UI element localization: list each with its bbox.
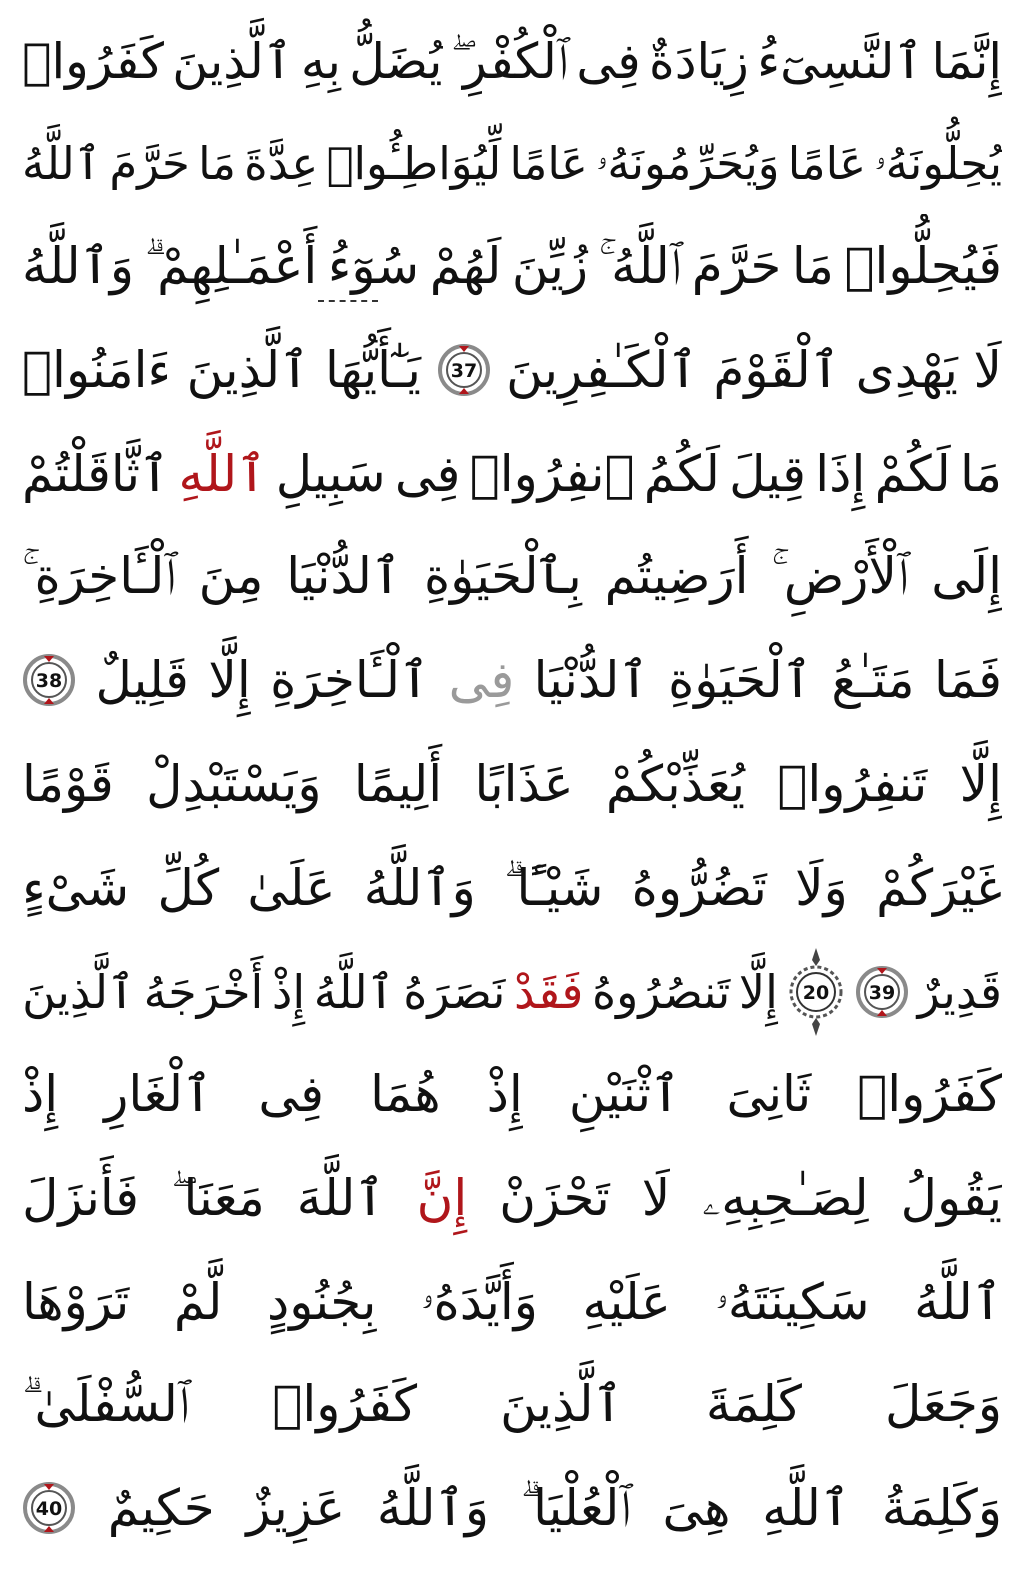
hizb-ornament-icon: [786, 946, 846, 1038]
quran-word: ٱلْـَٔاخِرَةِ: [270, 651, 430, 709]
quran-word: سَكِينَتَهُۥ: [715, 1273, 870, 1331]
quran-word: شَىْءٍ: [22, 859, 130, 917]
quran-word: لَكُمُ: [643, 445, 720, 503]
ayah-number-marker: [22, 653, 76, 707]
quran-word: مَا: [791, 237, 834, 295]
quran-word: مَا: [198, 137, 236, 190]
quran-word: ءَامَنُوا۟: [22, 341, 172, 399]
ayah-ornament-icon: [855, 965, 909, 1019]
ayah-number-marker: [855, 965, 909, 1019]
quran-word: وَلَا: [795, 859, 848, 917]
verse-line-9: [22, 836, 1002, 940]
quran-word: وَيَسْتَبْدِلْ: [146, 755, 322, 813]
quran-word: زِيَادَةٌ: [649, 33, 749, 90]
quran-word: كَفَرُوا۟: [857, 1065, 1002, 1123]
quran-word: كَفَرُوا۟: [272, 1375, 418, 1433]
verse-line-12: [22, 1146, 1002, 1250]
quran-word: بِهِ: [300, 33, 341, 90]
quran-word: ٱللَّهُ ۚ: [598, 237, 682, 295]
quran-word: ٱلْغَارِ: [104, 1065, 213, 1123]
quran-word: فَقَدْ: [514, 965, 584, 1019]
quran-word: بِٱلْحَيَوٰةِ: [423, 547, 582, 605]
quran-word: بِجُنُودٍ: [267, 1273, 377, 1331]
quran-word: فِى: [258, 1065, 324, 1123]
quran-word: فِى: [394, 445, 461, 503]
quran-word: إِذْ: [22, 1065, 59, 1123]
quran-word: ٱلَّذِينَ: [172, 33, 293, 90]
quran-word: مَتَـٰعُ: [831, 651, 915, 709]
quran-word: إِلَّا: [738, 965, 778, 1019]
quran-word: لَهُمْ: [429, 237, 502, 295]
ayah-number: 37: [450, 360, 477, 382]
quran-word: إِذْ: [271, 965, 306, 1019]
quran-word: ٱللَّهُ: [22, 137, 102, 190]
quran-word: إِلَّا: [208, 651, 251, 709]
quran-word: كَلِمَةَ: [705, 1375, 802, 1433]
quran-word: فَيُحِلُّوا۟: [844, 237, 1002, 295]
quran-word: لَكُمْ: [874, 445, 951, 503]
quran-word: حَرَّمَ: [691, 237, 782, 295]
quran-word: تَرَوْهَا: [22, 1273, 130, 1331]
quran-word: ٱلَّذِينَ: [500, 1375, 623, 1433]
quran-word: عَذَابًا: [474, 755, 574, 813]
quran-word: إِلَّا: [959, 755, 1002, 813]
quran-word: ٱلسُّفْلَىٰ ۗ: [22, 1375, 190, 1433]
quran-word: مَعَنَا ۖ: [171, 1169, 265, 1227]
quran-word: غَيْرَكُمْ: [876, 859, 1002, 917]
quran-word: سُوٓءُ: [327, 237, 420, 295]
quran-word: هُمَا: [370, 1065, 441, 1123]
ayah-number-marker: [437, 343, 491, 397]
quran-word: أَلِيمًا: [353, 755, 443, 813]
quran-word: مَا: [959, 445, 1002, 503]
quran-word: وَكَلِمَةُ: [881, 1479, 1002, 1537]
quran-word: ٱلدُّنْيَا: [286, 547, 402, 605]
quran-word: نَصَرَهُ: [403, 965, 506, 1019]
quran-word: لِّيُوَاطِـُٔوا۟: [326, 137, 502, 190]
quran-word: عَامًا: [787, 137, 867, 190]
quran-word: عَزِيزٌ: [246, 1479, 346, 1537]
quran-word: وَٱللَّهُ: [376, 1479, 489, 1537]
verse-line-5: [22, 422, 1002, 526]
quran-word: هِىَ: [662, 1479, 731, 1537]
quran-word: ٱللَّهَ: [296, 1169, 385, 1227]
quran-word: يَقُولُ: [900, 1169, 1002, 1227]
quran-word: أَخْرَجَهُ: [143, 965, 264, 1019]
quran-word: قَوْمًا: [22, 755, 114, 813]
quran-word: ٱللَّهُ: [313, 965, 395, 1019]
ayah-number: 40: [35, 1498, 63, 1520]
quran-word: تَضُرُّوهُ: [631, 859, 767, 917]
ayah-ornament-icon: [22, 1481, 76, 1535]
quran-word: ٱلْعُلْيَا ۗ: [520, 1479, 631, 1537]
quran-word: قَدِيرٌ: [917, 965, 1002, 1019]
quran-word: أَعْمَـٰلِهِمْ ۗ: [144, 237, 318, 295]
ayah-number-marker: [22, 1481, 76, 1535]
quran-word: لَّمْ: [173, 1273, 223, 1331]
verse-line-8: [22, 732, 1002, 836]
quran-word: حَكِيمٌ: [107, 1479, 215, 1537]
quran-word: ٱنفِرُوا۟: [469, 445, 635, 503]
quran-word: ٱلْـَٔاخِرَةِ ۚ: [22, 547, 176, 605]
quran-word: كَفَرُوا۟: [22, 33, 164, 90]
quran-word: شَيْـًٔا ۗ: [504, 859, 604, 917]
quran-word: عِدَّةَ: [244, 137, 319, 190]
quran-word: قَلِيلٌ: [95, 651, 189, 709]
ayah-ornament-icon: [22, 653, 76, 707]
verse-line-7: [22, 628, 1002, 732]
quran-word: وَٱللَّهُ: [363, 859, 476, 917]
quran-word: يَهْدِى: [855, 341, 958, 399]
hizb-number: 20: [803, 982, 830, 1004]
hizb-marker: [786, 946, 846, 1038]
quran-word: ٱلْقَوْمَ: [713, 341, 840, 399]
quran-word: يُحِلُّونَهُۥ: [874, 137, 1002, 190]
quran-word: ٱلْكُفْرِ ۖ: [450, 33, 569, 90]
quran-word: فِى: [448, 651, 515, 709]
quran-word: ٱلدُّنْيَا: [533, 651, 649, 709]
verse-line-4: [22, 318, 1002, 422]
quran-word: وَٱللَّهُ: [22, 237, 135, 295]
ayah-number: 39: [868, 982, 896, 1004]
quran-word: ٱلنَّسِىٓءُ: [757, 33, 924, 90]
quran-word: يُعَذِّبْكُمْ: [605, 755, 746, 813]
quran-word: يُضَلُّ: [349, 33, 443, 90]
quran-word: مِنَ: [198, 547, 264, 605]
quran-word: فَمَا: [933, 651, 1002, 709]
verse-line-15: [22, 1456, 1002, 1560]
quran-word: أَرَضِيتُم: [604, 547, 749, 605]
verse-line-6: [22, 524, 1002, 628]
verse-line-3: [22, 214, 1002, 318]
quran-word: حَرَّمَ: [109, 137, 190, 190]
quran-word: تَحْزَنْ: [499, 1169, 610, 1227]
verse-line-11: [22, 1042, 1002, 1146]
quran-word: عَامًا: [509, 137, 588, 190]
quran-word: عَلَىٰ: [247, 859, 336, 917]
quran-word: لَا: [641, 1169, 671, 1227]
quran-word: إِنَّ: [416, 1169, 468, 1227]
quran-word: ٱلْأَرْضِ ۚ: [771, 547, 909, 605]
quran-word: تَنصُرُوهُ: [592, 965, 731, 1019]
quran-word: وَجَعَلَ: [884, 1375, 1002, 1433]
verse-line-14: [22, 1352, 1002, 1456]
quran-word: وَأَيَّدَهُۥ: [421, 1273, 538, 1331]
quran-word: لِصَـٰحِبِهِۦ: [702, 1169, 869, 1227]
quran-word: كُلِّ: [157, 859, 220, 917]
quran-word: زُيِّنَ: [511, 237, 589, 295]
quran-word: إِذَا: [815, 445, 866, 503]
verse-line-2: [22, 112, 1002, 216]
quran-word: ٱلَّذِينَ: [186, 341, 310, 399]
quran-word: ٱللَّهِ: [178, 445, 267, 503]
verse-line-13: [22, 1250, 1002, 1354]
verse-line-10: [22, 940, 1002, 1044]
sakt-dash-mark: [318, 300, 378, 302]
quran-word: إِنَّمَا: [931, 33, 1002, 90]
quran-word: فِى: [576, 33, 641, 90]
quran-word: ٱثْنَيْنِ: [568, 1065, 681, 1123]
verse-line-1: [22, 10, 1002, 114]
quran-word: ٱلَّذِينَ: [22, 965, 136, 1019]
quran-word: ٱللَّهُ: [914, 1273, 1002, 1331]
quran-word: ٱللَّهِ: [762, 1479, 851, 1537]
quran-word: عَلَيْهِ: [582, 1273, 671, 1331]
quran-word: تَنفِرُوا۟: [777, 755, 928, 813]
quran-word: ٱثَّاقَلْتُمْ: [22, 445, 170, 503]
quran-word: يَـٰٓأَيُّهَا: [324, 341, 421, 399]
quran-word: لَا: [973, 341, 1002, 399]
ayah-number: 38: [35, 670, 63, 692]
quran-word: ثَانِىَ: [726, 1065, 812, 1123]
ayah-ornament-icon: [437, 343, 491, 397]
quran-word: فَأَنزَلَ: [22, 1169, 140, 1227]
quran-word: إِلَى: [931, 547, 1002, 605]
quran-word: قِيلَ: [729, 445, 807, 503]
quran-word: ٱلْكَـٰفِرِينَ: [506, 341, 698, 399]
quran-word: ٱلْحَيَوٰةِ: [668, 651, 812, 709]
quran-word: سَبِيلِ: [275, 445, 386, 503]
quran-word: وَيُحَرِّمُونَهُۥ: [596, 137, 780, 190]
quran-word: إِذْ: [486, 1065, 523, 1123]
